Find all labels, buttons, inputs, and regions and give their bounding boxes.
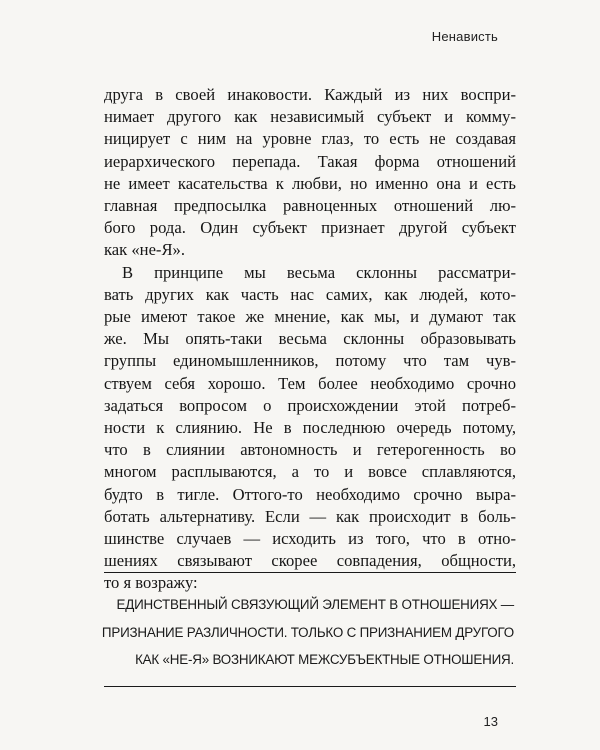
text-line: нимает другого как независимый субъект и комму- [104,107,516,127]
text-line: ботать альтернативу. Если — как происходит в боль- [104,506,516,526]
text-line: главная предпосылка равноценных отношений лю- [104,196,516,216]
text-line: что в слиянии автономность и гетерогенность во [104,440,516,460]
callout-bottom-rule [104,686,516,687]
text-line: ницирует с ним на уровне глаз, то есть не создавая [104,129,516,149]
callout-top-rule [104,572,516,573]
text-line: вать других как часть нас самих, как людей, кото- [104,284,516,304]
text-line: то я возражу: [104,573,198,593]
text-line: друга в своей инаковости. Каждый из них воспри- [104,85,516,104]
text-line: ствуем себя хорошо. Тем более необходимо срочно [104,373,516,393]
text-line: иерархического перепада. Такая форма отношений [104,151,516,171]
body-text [104,84,516,595]
running-title: Ненависть [431,29,498,44]
text-line: же. Мы опять-таки весьма склонны образовывать [104,329,516,349]
pull-quote [74,591,514,674]
text-line: многом расплываются, а то и вовсе сплавляются, [104,462,516,482]
text-line: ности к слиянию. Не в последнюю очередь потому, [104,418,516,438]
text-line: бого рода. Один субъект признает другой субъект [104,218,516,238]
text-line: шениях связывают скорее совпадения, общности, [104,551,516,571]
text-line: рые имеют такое же мнение, как мы, и думают так [104,307,516,327]
text-line: группы единомышленников, потому что там чув- [104,351,516,371]
text-line: будто в тигле. Оттого-то необходимо срочно выра- [104,484,516,504]
pull-quote-line: ЕДИНСТВЕННЫЙ СВЯЗУЮЩИЙ ЭЛЕМЕНТ В ОТНОШЕНИЯХ — [116,597,514,612]
text-line: шинстве случаев — исходить из того, что в отно- [104,529,516,549]
page-number: 13 [483,714,498,729]
text-line: не имеет касательства к любви, но именно она и есть [104,173,516,193]
pull-quote-line: ПРИЗНАНИЕ РАЗЛИЧНОСТИ. ТОЛЬКО С ПРИЗНАНИЕМ ДРУГОГО [101,624,514,640]
text-line: В принципе мы весьма склонны рассматри- [122,262,516,282]
text-line: задаться вопросом о происхождении этой потреб- [104,395,516,415]
text-line: как «не-Я». [104,240,185,260]
pull-quote-line: КАК «НЕ-Я» ВОЗНИКАЮТ МЕЖСУБЪЕКТНЫЕ ОТНОШЕНИЯ. [135,652,514,668]
